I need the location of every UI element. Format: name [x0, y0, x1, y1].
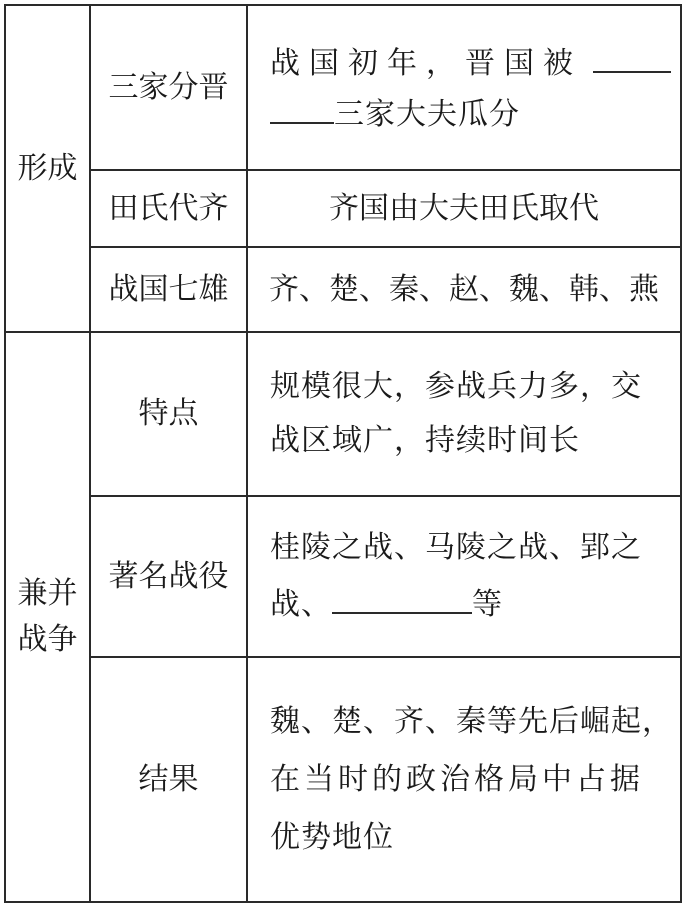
section-label-war-line2: 战争 — [17, 622, 78, 657]
topic-result-text: 结果 — [138, 761, 199, 797]
fill-blank-1b[interactable] — [270, 94, 334, 124]
topic-result — [91, 658, 246, 901]
content-seven-powers — [248, 248, 680, 331]
content-result-line1: 魏、楚、齐、秦等先后崛起， — [270, 703, 673, 739]
section-label-formation-text: 形成 — [17, 150, 78, 186]
content-famous-battles-line2-after: 等 — [472, 587, 503, 622]
topic-features-text: 特点 — [138, 396, 199, 431]
content-famous-battles-line2-before: 战、 — [270, 587, 332, 622]
topic-tian-clan-text: 田氏代齐 — [108, 190, 229, 226]
content-tian-clan — [248, 171, 680, 246]
content-famous-battles-line2 — [270, 584, 680, 623]
content-features-line1: 规模很大，参战兵力多，交 — [270, 369, 642, 404]
topic-tian-clan — [91, 171, 246, 246]
topic-seven-powers — [91, 248, 246, 331]
topic-three-families — [91, 6, 246, 169]
section-label-war-line1: 兼并 — [17, 576, 78, 611]
content-result-line2: 在当时的政治格局中占据 — [270, 761, 644, 797]
content-three-families-line1 — [270, 43, 680, 82]
topic-famous-battles — [91, 497, 246, 656]
content-seven-powers-text: 齐、楚、秦、赵、魏、韩、燕 — [269, 271, 659, 307]
content-three-families-line1-text: 战国初年，晋国被 — [270, 45, 582, 81]
fill-blank-1a[interactable] — [593, 43, 671, 73]
content-features — [248, 333, 680, 495]
topic-three-families-text: 三家分晋 — [108, 69, 229, 105]
content-famous-battles-line1: 桂陵之战、马陵之战、郢之 — [270, 530, 642, 565]
content-three-families-line2 — [270, 94, 680, 133]
content-result — [248, 658, 680, 901]
content-result-line3: 优势地位 — [270, 819, 394, 855]
content-three-families — [248, 6, 680, 169]
section-label-war — [6, 333, 89, 901]
content-features-line2: 战区域广，持续时间长 — [270, 423, 580, 458]
topic-features — [91, 333, 246, 495]
content-three-families-line2-text: 三家大夫瓜分 — [334, 96, 520, 132]
content-tian-clan-text: 齐国由大夫田氏取代 — [329, 190, 599, 226]
fill-blank-2[interactable] — [332, 584, 472, 614]
topic-seven-powers-text: 战国七雄 — [108, 271, 229, 307]
topic-famous-battles-text: 著名战役 — [108, 558, 229, 594]
content-famous-battles — [248, 497, 680, 656]
section-label-formation — [6, 6, 89, 331]
